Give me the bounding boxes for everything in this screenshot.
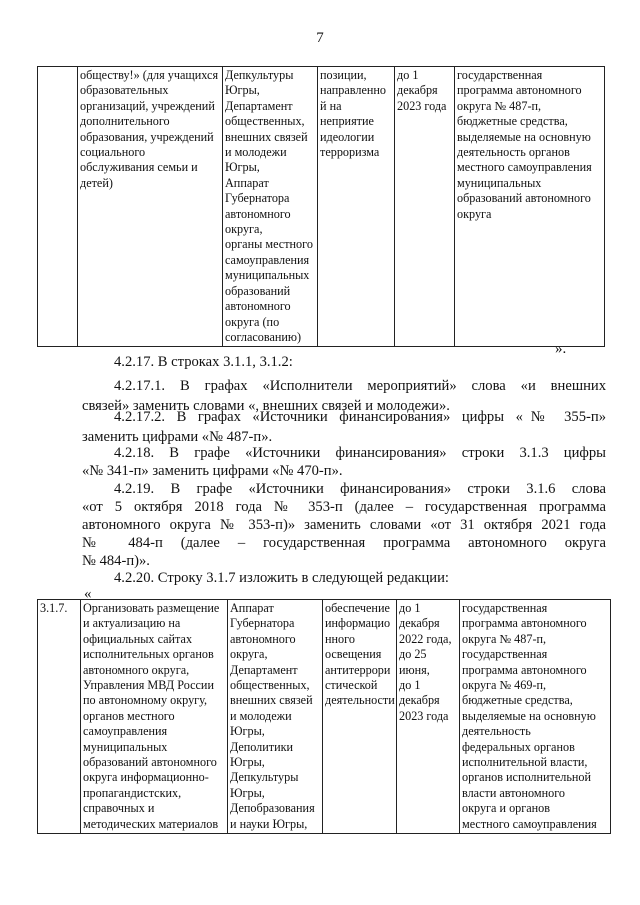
cell-line: исполнительных органов	[83, 647, 214, 662]
cell-line: образований автономного	[457, 191, 591, 206]
cell-line: округа,	[230, 647, 268, 662]
cell-line: направленно	[320, 83, 387, 98]
cell-line: пропагандистских,	[83, 785, 182, 800]
paragraph-4-2-19: 4.2.19. В графе «Источники финансирования» строки 3.1.6 слова	[114, 481, 606, 497]
cell-line: Югры,	[230, 724, 265, 739]
cell-line: автономного	[225, 206, 291, 221]
cell-line: по автономному округу,	[83, 693, 208, 708]
cell-line: обеспечение	[325, 601, 390, 615]
paragraph-4-2-19-line5: № 484-п)».	[82, 553, 150, 569]
funding-cell	[460, 600, 611, 834]
cell-line: органы местного	[225, 237, 313, 252]
cell-line: деятельность органов	[457, 145, 570, 160]
cell-line: муниципальных	[83, 739, 168, 754]
cell-line: муниципальных	[225, 268, 310, 283]
cell-line: дополнительного	[80, 114, 170, 129]
cell-line: Губернатора	[230, 616, 295, 631]
cell-line: образований автономного	[83, 755, 217, 770]
cell-line: выделяемые на основную	[462, 708, 596, 723]
cell-line: освещения	[325, 647, 382, 662]
paragraph-4-2-18: 4.2.18. В графе «Источники финансирования» строки 3.1.3 цифры	[114, 445, 606, 461]
result-cell	[323, 600, 397, 834]
cell-line: округа № 487-п,	[462, 631, 547, 646]
cell-line: стической	[325, 678, 378, 693]
cell-line: Югры,	[225, 160, 260, 175]
paragraph-4-2-17-1-cont: связей» заменить словами «, внешних связей и молодежи».	[82, 398, 450, 414]
cell-line: нного	[325, 631, 355, 646]
cell-line: государственная	[462, 647, 548, 662]
cell-line: округа № 469-п,	[462, 678, 547, 693]
cell-line: официальных сайтах	[83, 631, 193, 646]
cell-line: округа (по	[225, 314, 280, 329]
cell-line: автономного	[225, 299, 291, 314]
table-row	[38, 600, 611, 834]
cell-line: округа	[457, 206, 492, 221]
cell-line: бюджетные средства,	[457, 114, 568, 129]
cell-line: округа информационно-	[83, 770, 209, 785]
table-row	[38, 67, 605, 347]
cell-line: и науки Югры,	[230, 816, 308, 831]
paragraph-4-2-20: 4.2.20. Строку 3.1.7 изложить в следующей редакции:	[114, 570, 449, 586]
cell-line: автономного	[230, 631, 296, 646]
cell-line: образовательных	[80, 83, 169, 98]
cell-line: Организовать размещение	[83, 601, 220, 615]
cell-line: 2023 года	[397, 98, 447, 113]
cell-line: внешних связей	[230, 693, 313, 708]
cell-line: декабря	[399, 693, 440, 708]
paragraph-4-2-17-2-cont: заменить цифрами «№ 487-п».	[82, 429, 273, 445]
description-cell	[81, 600, 228, 834]
cell-line: декабря	[397, 83, 438, 98]
cell-line: неприятие	[320, 114, 374, 129]
row-number-cell: 3.1.7.	[38, 600, 81, 834]
measures-table-continued	[37, 66, 605, 347]
cell-line: выделяемые на основную	[457, 129, 591, 144]
executors-cell	[223, 67, 318, 347]
executors-cell	[228, 600, 323, 834]
cell-line: программа автономного	[462, 662, 587, 677]
cell-line: Аппарат	[225, 175, 269, 190]
cell-line: информацио	[325, 616, 391, 631]
description-cell	[78, 67, 223, 347]
cell-line: и молодежи	[230, 708, 292, 723]
cell-line: образований	[225, 283, 291, 298]
cell-line: Департамент	[225, 98, 293, 113]
cell-line: антитеррори	[325, 662, 391, 677]
paragraph-4-2-18-cont: «№ 341-п» заменить цифрами «№ 470-п».	[82, 463, 343, 479]
paragraph-4-2-19-line3: автономного округа № 353-п)» заменить словами «от 31 октября 2021 года	[82, 517, 606, 533]
paragraph-4-2-17-2: 4.2.17.2. В графах «Источники финансирования» цифры «№ 355-п»	[114, 409, 606, 425]
cell-line: 2022 года,	[399, 631, 452, 646]
cell-line: власти автономного	[462, 785, 566, 800]
cell-line: местного самоуправления	[462, 816, 597, 831]
cell-line: общественных,	[225, 114, 305, 129]
page-number: 7	[316, 30, 324, 46]
cell-line: округа,	[225, 222, 263, 237]
cell-line: Югры,	[230, 785, 265, 800]
cell-line: автономного округа,	[83, 662, 190, 677]
cell-line: округа и органов	[462, 801, 551, 816]
paragraph-4-2-19-line2: «от 5 октября 2018 года № 353-п (далее – государственная программа	[82, 499, 606, 515]
cell-line: обществу!» (для учащихся	[80, 68, 219, 82]
cell-line: й на	[320, 98, 342, 113]
cell-line: Депкультуры	[230, 770, 299, 785]
cell-line: идеологии	[320, 129, 375, 144]
cell-line: социального	[80, 145, 146, 160]
paragraph-4-2-19-line4: № 484-п (далее – государственная программа автономного округа	[82, 535, 606, 551]
deadline-cell	[397, 600, 460, 834]
result-cell	[318, 67, 395, 347]
cell-line: федеральных органов	[462, 739, 575, 754]
cell-line: Югры,	[225, 83, 260, 98]
cell-line: Дeполитики	[230, 739, 294, 754]
deadline-cell	[395, 67, 455, 347]
cell-line: округа № 487-п,	[457, 98, 542, 113]
cell-line: программа автономного	[457, 83, 582, 98]
cell-line: самоуправления	[83, 724, 168, 739]
cell-line: справочных и	[83, 801, 155, 816]
cell-line: муниципальных	[457, 175, 542, 190]
cell-line: Депобразования	[230, 801, 315, 816]
paragraph-4-2-17-1: 4.2.17.1. В графах «Исполнители мероприятий» слова «и внешних	[114, 378, 606, 394]
cell-line: внешних связей	[225, 129, 308, 144]
cell-line: Аппарат	[230, 601, 274, 615]
measures-table-new	[37, 599, 611, 834]
cell-line: Департамент	[230, 662, 298, 677]
cell-line: бюджетные средства,	[462, 693, 573, 708]
cell-line: программа автономного	[462, 616, 587, 631]
cell-line: организаций, учреждений	[80, 98, 215, 113]
cell-line: Депкультуры	[225, 68, 294, 82]
cell-line: органов исполнительной	[462, 770, 592, 785]
cell-line: согласованию)	[225, 329, 302, 344]
closing-quote: ».	[555, 341, 567, 357]
cell-line: методических материалов	[83, 816, 219, 831]
cell-line: Управления МВД России	[83, 678, 214, 693]
cell-line: до 25	[399, 647, 427, 662]
cell-line: обслуживания семьи и	[80, 160, 198, 175]
cell-line: детей)	[80, 175, 113, 190]
cell-line: Губернатора	[225, 191, 290, 206]
cell-line: и актуализацию на	[83, 616, 181, 631]
cell-line: исполнительной власти,	[462, 755, 588, 770]
cell-line: и молодежи	[225, 145, 287, 160]
cell-line: июня,	[399, 662, 430, 677]
cell-line: общественных,	[230, 678, 310, 693]
cell-line: государственная	[462, 601, 548, 615]
cell-line: декабря	[399, 616, 440, 631]
cell-line: образования, учреждений	[80, 129, 214, 144]
cell-line: Югры,	[230, 755, 265, 770]
paragraph-4-2-17: 4.2.17. В строках 3.1.1, 3.1.2:	[114, 354, 293, 370]
cell-line: самоуправления	[225, 252, 310, 267]
cell-line: терроризма	[320, 145, 380, 160]
opening-quote: «	[84, 586, 92, 602]
funding-cell	[455, 67, 605, 347]
cell-line: 2023 года	[399, 708, 449, 723]
cell-line: местного самоуправления	[457, 160, 592, 175]
cell-line: позиции,	[320, 68, 367, 82]
cell-line: государственная	[457, 68, 543, 82]
cell-line: органов местного	[83, 708, 175, 723]
cell-line: до 1	[399, 601, 421, 615]
cell-line: до 1	[399, 678, 421, 693]
cell-line: деятельность	[462, 724, 531, 739]
row-number-cell	[38, 67, 78, 347]
cell-line: деятельности	[325, 693, 395, 708]
cell-line: до 1	[397, 68, 419, 82]
